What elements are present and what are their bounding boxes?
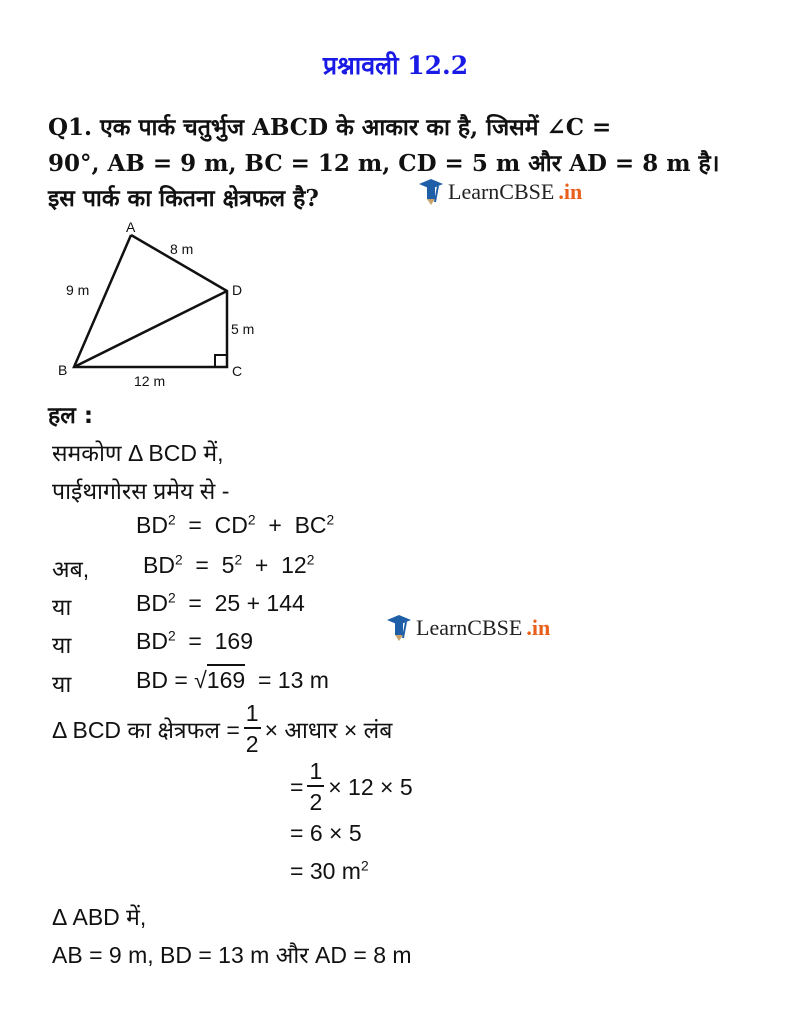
watermark-tld: .in <box>526 615 551 640</box>
watermark-logo-2 <box>386 614 550 642</box>
solution-line-2: पाईथागोरस प्रमेय से - <box>52 478 230 504</box>
side-label-bc: 12 m <box>134 373 166 388</box>
side-label-ad: 8 m <box>170 241 194 257</box>
watermark-brand: LearnCBSE <box>416 615 523 640</box>
graduation-cap-pencil-icon <box>418 178 444 206</box>
step-bd-squared: $BD^2 = 169$ <box>136 628 254 654</box>
area-step-2: = $\frac{1}{2}$ × 12 × 5 <box>290 758 413 815</box>
watermark-tld: .in <box>558 179 583 204</box>
step-prefix-ya-3: या <box>52 671 72 697</box>
square-root: 169 <box>207 664 245 693</box>
area-step-4: = 30 $m^2$ <box>290 858 369 884</box>
page-title: प्रश्नावली 12.2 <box>322 51 469 80</box>
solution-heading: हल : <box>48 403 94 429</box>
watermark-brand: LearnCBSE <box>448 179 555 204</box>
area-step-3: = 6 × 5 <box>290 820 362 846</box>
abd-values: AB = 9 m, BD = 13 m और AD = 8 m <box>52 942 412 968</box>
vertex-label-c: C <box>232 363 243 379</box>
vertex-label-b: B <box>58 362 68 378</box>
step-bd-root: BD = √169 = 13 m <box>136 667 329 694</box>
solution-line-1: समकोण Δ BCD में, <box>52 440 224 466</box>
question-line-2: 90°, AB = 9 m, BC = 12 m, CD = 5 m और AD = 8 m है। <box>48 150 720 177</box>
fraction-half: $\frac{1}{2}$ <box>309 758 323 815</box>
step-prefix-ab: अब, <box>52 556 90 582</box>
abd-heading: Δ ABD में, <box>52 904 147 930</box>
vertex-label-d: D <box>232 282 243 298</box>
vertex-label-a: A <box>126 219 136 235</box>
side-label-cd: 5 m <box>231 321 255 337</box>
quadrilateral-diagram <box>50 218 270 388</box>
step-prefix-ya-1: या <box>52 594 72 620</box>
question-line-1: Q1. एक पार्क चतुर्भुज ABCD के आकार का है, जिसमें ∠C = <box>48 114 612 141</box>
graduation-cap-pencil-icon <box>386 614 412 642</box>
step-substitution: $BD^2 = 5^2 + 12^2$ <box>143 552 315 578</box>
watermark-logo <box>418 178 582 206</box>
area-bcd-formula: Δ BCD का क्षेत्रफल = $\frac{1}{2}$ × आधार × लंब <box>52 700 393 757</box>
question-line-3: इस पार्क का कितना क्षेत्रफल है? <box>48 185 319 212</box>
step-sum: $BD^2 = 25 + 144$ <box>136 590 305 616</box>
side-label-ab: 9 m <box>66 282 90 298</box>
step-prefix-ya-2: या <box>52 632 72 658</box>
fraction-half: $\frac{1}{2}$ <box>245 700 259 757</box>
pythagoras-equation: $BD^2 = CD^2 + BC^2$ <box>136 512 335 538</box>
